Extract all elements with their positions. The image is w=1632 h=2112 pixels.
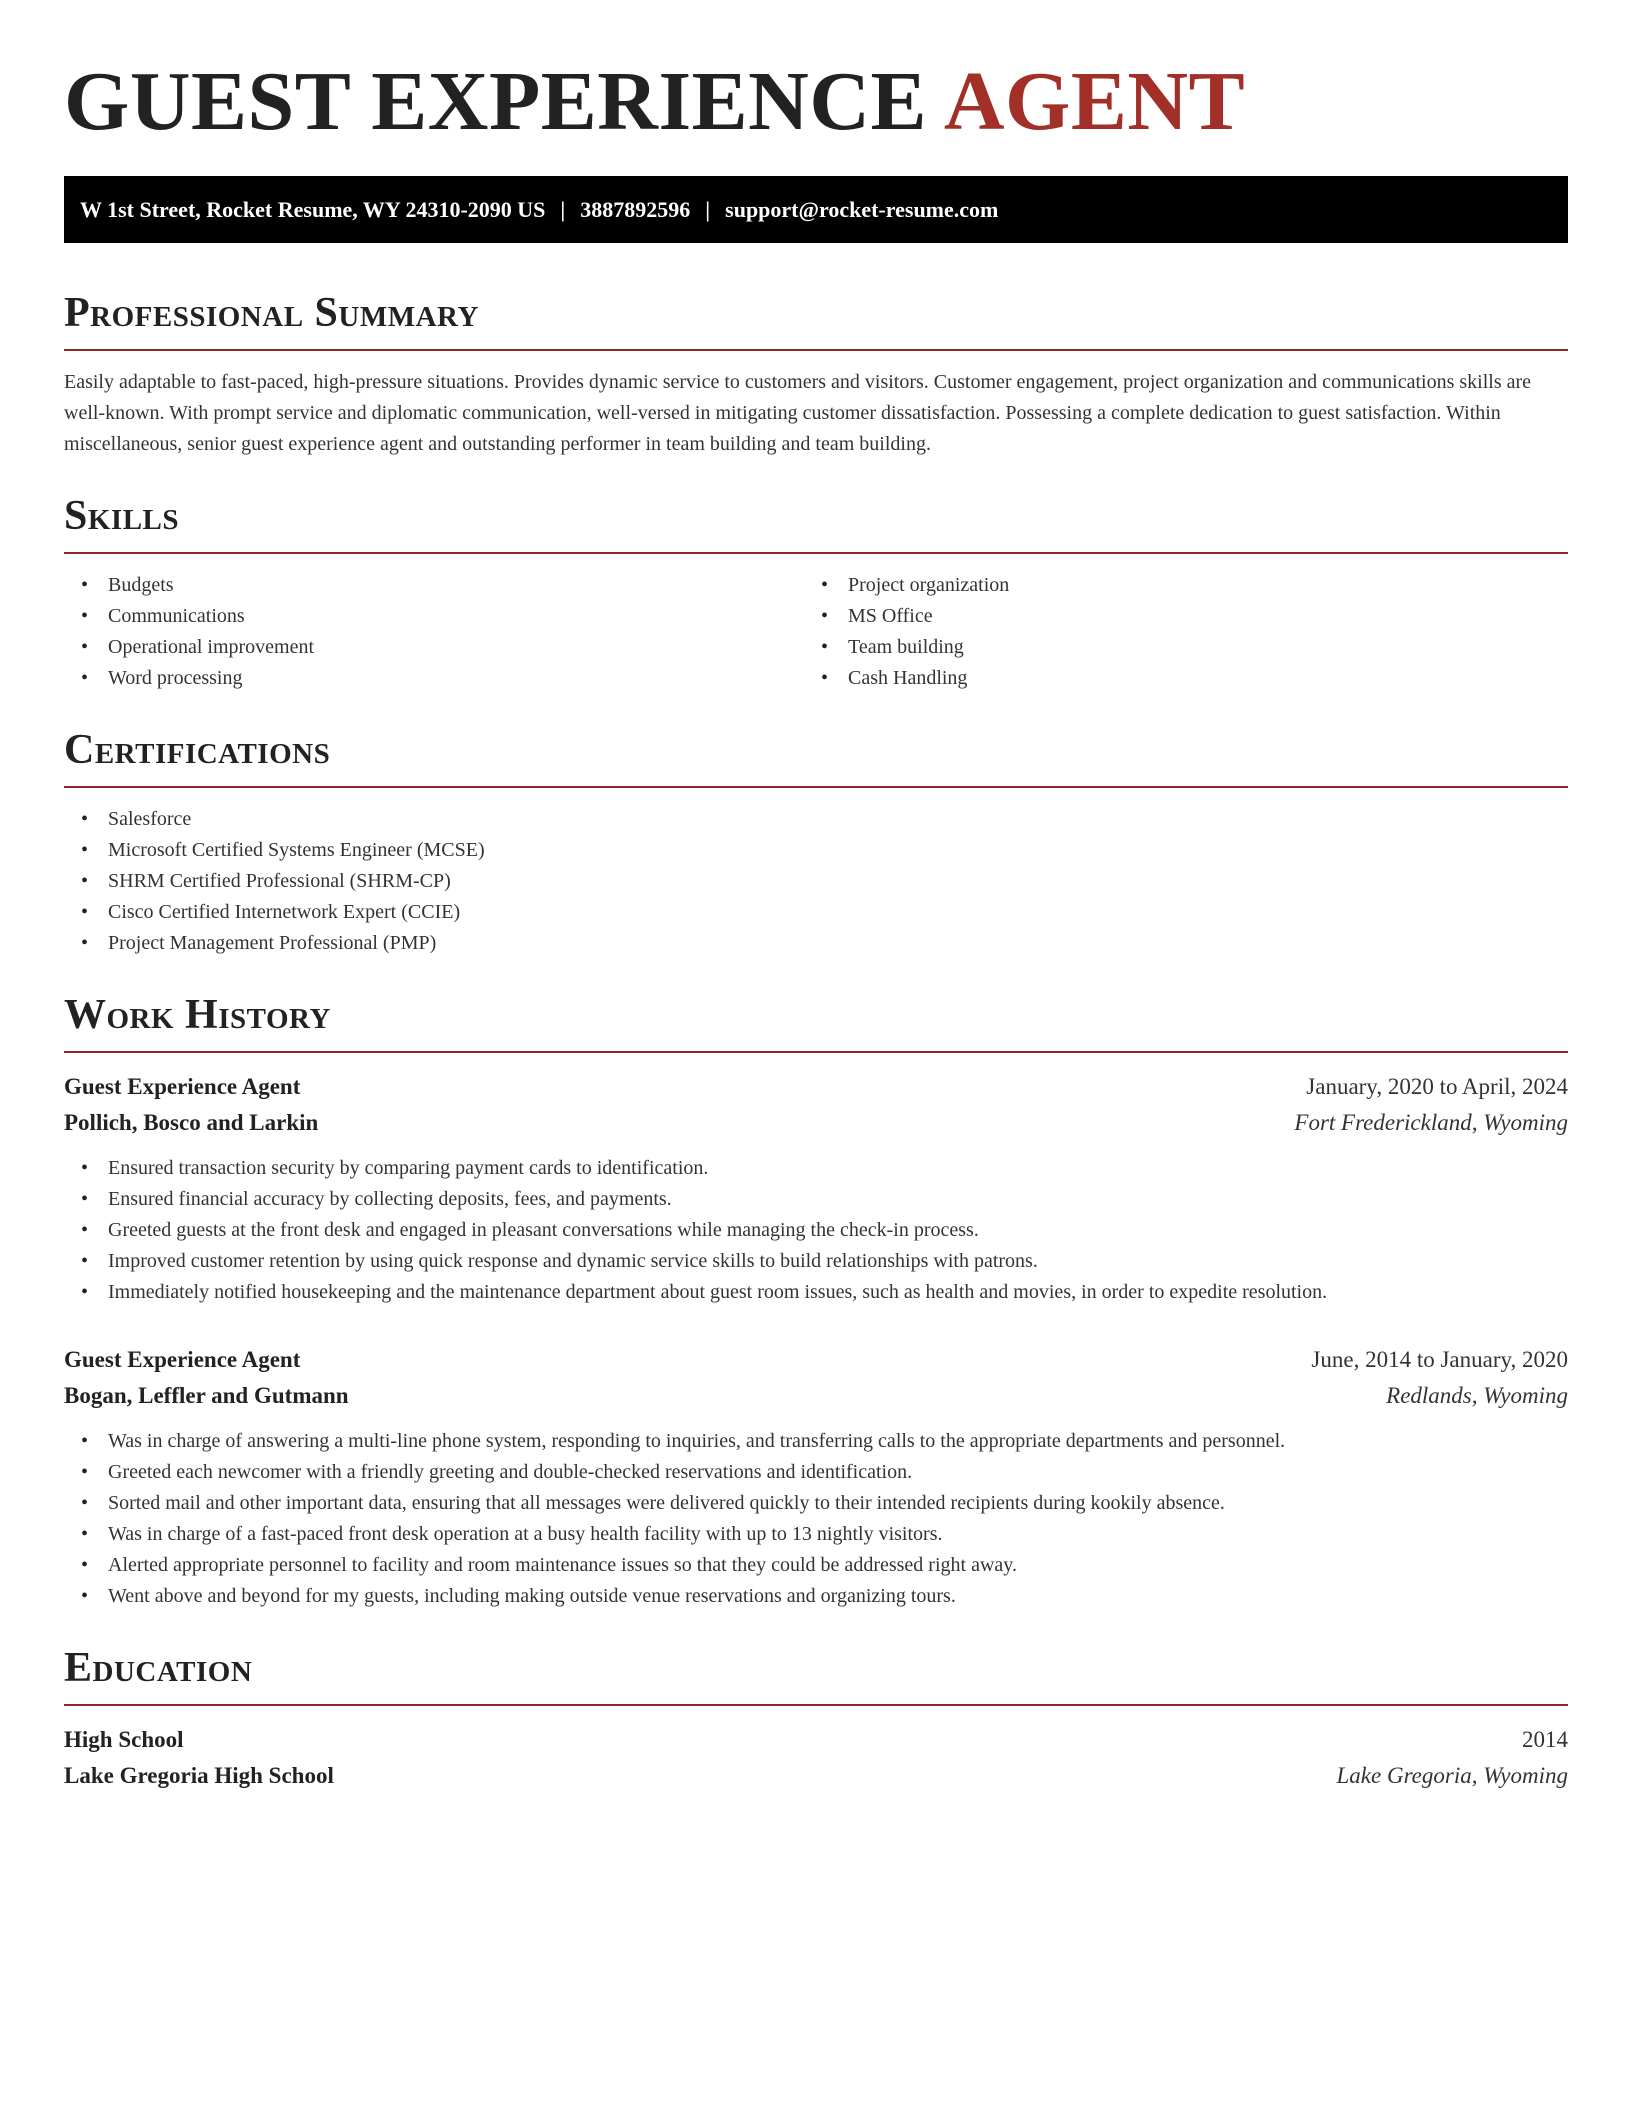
- job-location: Fort Frederickland, Wyoming: [1294, 1110, 1568, 1135]
- job-dates: January, 2020 to April, 2024: [1306, 1074, 1568, 1099]
- job-dates: June, 2014 to January, 2020: [1311, 1347, 1568, 1372]
- job-duty: • Was in charge of a fast-paced front desk operation at a busy health facility with up to 13 nightly visitors.: [64, 1519, 1568, 1550]
- skill-item: • Project organization: [804, 570, 1544, 601]
- job-duty: • Ensured transaction security by comparing payment cards to identification.: [64, 1153, 1568, 1184]
- certifications-section: [64, 722, 1568, 959]
- job-duty: • Was in charge of answering a multi-line phone system, responding to inquiries, and transferring calls to the appropriate departments and personnel.: [64, 1426, 1568, 1457]
- job-duty: • Sorted mail and other important data, ensuring that all messages were delivered quickly to their intended recipients during kookily absence.: [64, 1488, 1568, 1519]
- education-school-row: [64, 1758, 1568, 1794]
- education-location: Lake Gregoria, Wyoming: [1336, 1763, 1568, 1788]
- skill-item: • Operational improvement: [64, 632, 804, 663]
- certification-item: • Microsoft Certified Systems Engineer (MCSE): [64, 835, 1568, 866]
- skills-grid: [64, 570, 1568, 694]
- certifications-heading: Certifications: [64, 722, 1568, 788]
- certifications-list: [64, 804, 1568, 959]
- skill-item: • Word processing: [64, 663, 804, 694]
- job-duties-list: [64, 1426, 1568, 1612]
- job-duty: • Greeted each newcomer with a friendly greeting and double-checked reservations and identification.: [64, 1457, 1568, 1488]
- title-main: GUEST EXPERIENCE: [64, 55, 928, 148]
- education-entry: [64, 1722, 1568, 1794]
- summary-section: [64, 285, 1568, 460]
- skill-item: • Communications: [64, 601, 804, 632]
- education-year: 2014: [1522, 1727, 1568, 1752]
- contact-email: support@rocket-resume.com: [725, 196, 999, 222]
- job-location: Redlands, Wyoming: [1386, 1383, 1568, 1408]
- certification-item: • SHRM Certified Professional (SHRM-CP): [64, 866, 1568, 897]
- contact-phone: 3887892596: [580, 196, 691, 222]
- certification-item: • Cisco Certified Internetwork Expert (CCIE): [64, 897, 1568, 928]
- education-heading: Education: [64, 1640, 1568, 1706]
- skills-list-left: [64, 570, 804, 694]
- contact-separator: |: [705, 196, 711, 222]
- skill-item: • MS Office: [804, 601, 1544, 632]
- skills-column-left: [64, 570, 804, 694]
- summary-heading: Professional Summary: [64, 285, 1568, 351]
- education-section: [64, 1640, 1568, 1794]
- job-duty: • Immediately notified housekeeping and the maintenance department about guest room issues, such as health and movies, in order to expedite resolution.: [64, 1277, 1568, 1308]
- job-company-row: [64, 1105, 1568, 1141]
- job-company-row: [64, 1378, 1568, 1414]
- job-company: Bogan, Leffler and Gutmann: [64, 1383, 349, 1408]
- job-duties-list: [64, 1153, 1568, 1308]
- skills-list-right: [804, 570, 1544, 694]
- job-duty: • Went above and beyond for my guests, including making outside venue reservations and organizing tours.: [64, 1581, 1568, 1612]
- skill-item: • Team building: [804, 632, 1544, 663]
- summary-text: Easily adaptable to fast-paced, high-pressure situations. Provides dynamic service to customers and visitors. Customer engagement, project organization and communications skills are well-known. With prompt service and diplomatic communication, well-versed in mitigating customer dissatisfaction. Possessing a complete dedication to guest satisfaction. Within miscellaneous, senior guest experience agent and outstanding performer in team building and team building.: [64, 371, 1532, 455]
- title-accent: AGENT: [943, 55, 1246, 148]
- education-header-row: [64, 1722, 1568, 1758]
- certification-item: • Project Management Professional (PMP): [64, 928, 1568, 959]
- contact-separator: |: [560, 196, 566, 222]
- skills-heading: Skills: [64, 488, 1568, 554]
- work-history-heading: Work History: [64, 987, 1568, 1053]
- skill-item: • Budgets: [64, 570, 804, 601]
- job-duty: • Greeted guests at the front desk and engaged in pleasant conversations while managing the check-in process.: [64, 1215, 1568, 1246]
- education-degree: High School: [64, 1727, 184, 1752]
- job-header-row: [64, 1069, 1568, 1105]
- skills-section: [64, 488, 1568, 694]
- job-duty: • Improved customer retention by using quick response and dynamic service skills to build relationships with patrons.: [64, 1246, 1568, 1277]
- skill-item: • Cash Handling: [804, 663, 1544, 694]
- resume-title: [64, 52, 1568, 152]
- work-history-section: [64, 987, 1568, 1612]
- job-title: Guest Experience Agent: [64, 1074, 301, 1099]
- job-title: Guest Experience Agent: [64, 1347, 301, 1372]
- job-entry: [64, 1069, 1568, 1308]
- job-header-row: [64, 1342, 1568, 1378]
- skills-column-right: [804, 570, 1544, 694]
- education-school: Lake Gregoria High School: [64, 1763, 334, 1788]
- job-company: Pollich, Bosco and Larkin: [64, 1110, 319, 1135]
- job-duty: • Ensured financial accuracy by collecting deposits, fees, and payments.: [64, 1184, 1568, 1215]
- job-entry: [64, 1342, 1568, 1612]
- contact-bar: [64, 176, 1568, 243]
- certification-item: • Salesforce: [64, 804, 1568, 835]
- job-duty: • Alerted appropriate personnel to facility and room maintenance issues so that they could be addressed right away.: [64, 1550, 1568, 1581]
- contact-address: W 1st Street, Rocket Resume, WY 24310-2090 US: [80, 196, 546, 222]
